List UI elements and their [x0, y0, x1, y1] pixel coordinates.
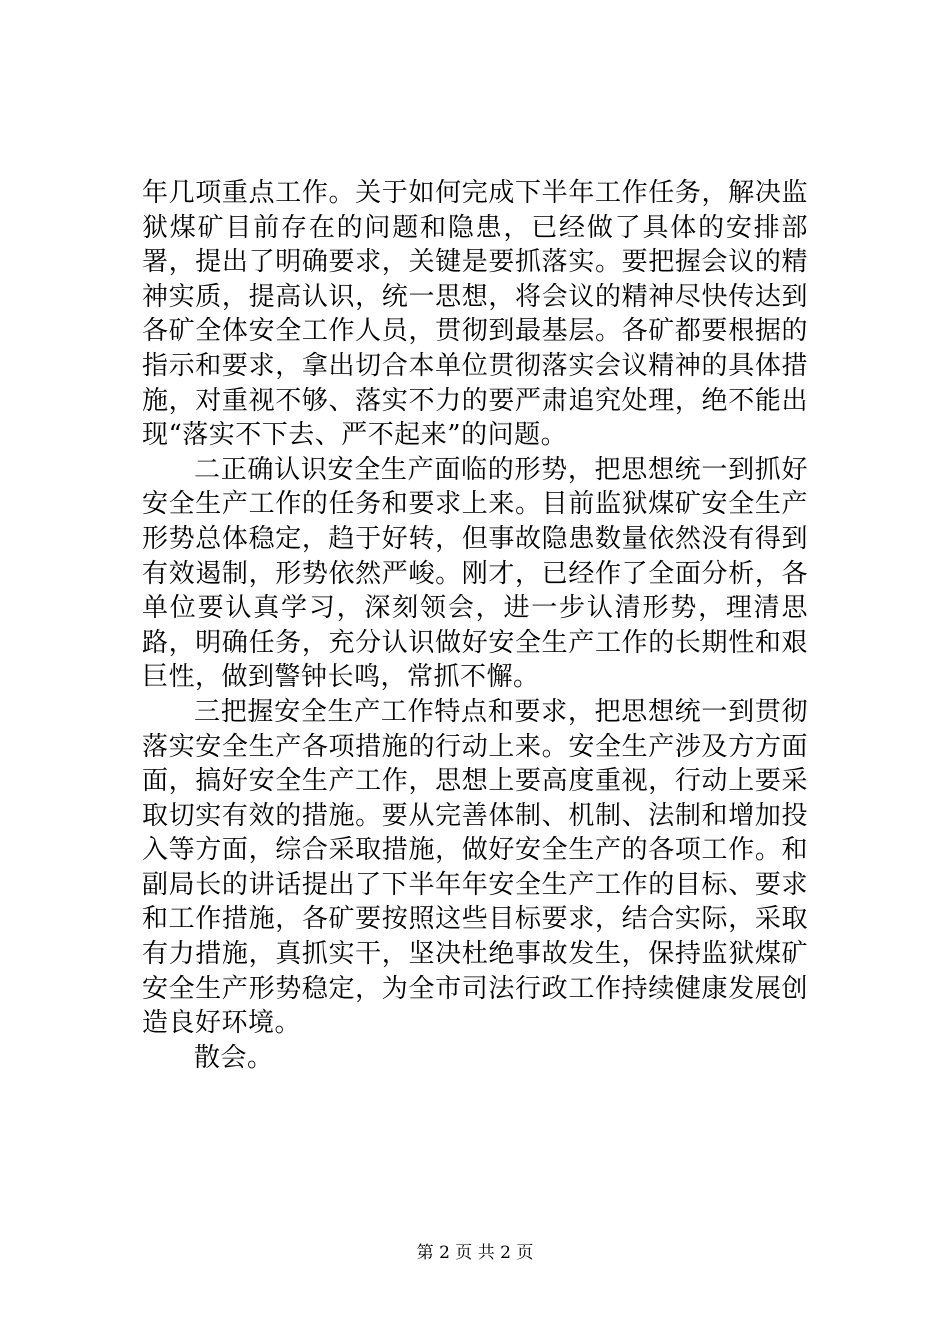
paragraph-4: 散会。 — [194, 1042, 274, 1073]
paragraph-3: 三把握安全生产工作特点和要求，把思想统一到贯彻落实安全生产各项措施的行动上来。安全生产涉及方方面面，搞好安全生产工作，思想上要高度重视，行动上要采取切实有效的措施。要从完善体制、机制、法制和增加投入等方面，综合采取措施，做好安全生产的各项工作。和副局长的讲话提出了下半年年安全生产工作的目标、要求和工作措施，各矿要按照这些目标要求，结合实际，采取有力措施，真抓实干，坚决杜绝事故发生，保持监狱煤矿安全生产形势稳定，为全市司法行政工作持续健康发展创造良好环境。 — [142, 696, 808, 1039]
paragraph-2: 二正确认识安全生产面临的形势，把思想统一到抓好安全生产工作的任务和要求上来。目前监狱煤矿安全生产形势总体稳定，趋于好转，但事故隐患数量依然没有得到有效遏制，形势依然严峻。刚才，已经作了全面分析，各单位要认真学习，深刻领会，进一步认清形势，理清思路，明确任务，充分认识做好安全生产工作的长期性和艰巨性，做到警钟长鸣，常抓不懈。 — [142, 454, 808, 693]
document-body — [142, 176, 808, 1075]
paragraph-1: 年几项重点工作。关于如何完成下半年工作任务，解决监狱煤矿目前存在的问题和隐患，已经做了具体的安排部署，提出了明确要求，关键是要抓落实。要把握会议的精神实质，提高认识，统一思想，将会议的精神尽快传达到各矿全体安全工作人员，贯彻到最基层。各矿都要根据的指示和要求，拿出切合本单位贯彻落实会议精神的具体措施，对重视不够、落实不力的要严肃追究处理，绝不能出现“落实不下去、严不起来”的问题。 — [142, 178, 808, 451]
page-footer — [0, 1242, 950, 1264]
page-number-label: 第 2 页 共 2 页 — [416, 1243, 534, 1263]
